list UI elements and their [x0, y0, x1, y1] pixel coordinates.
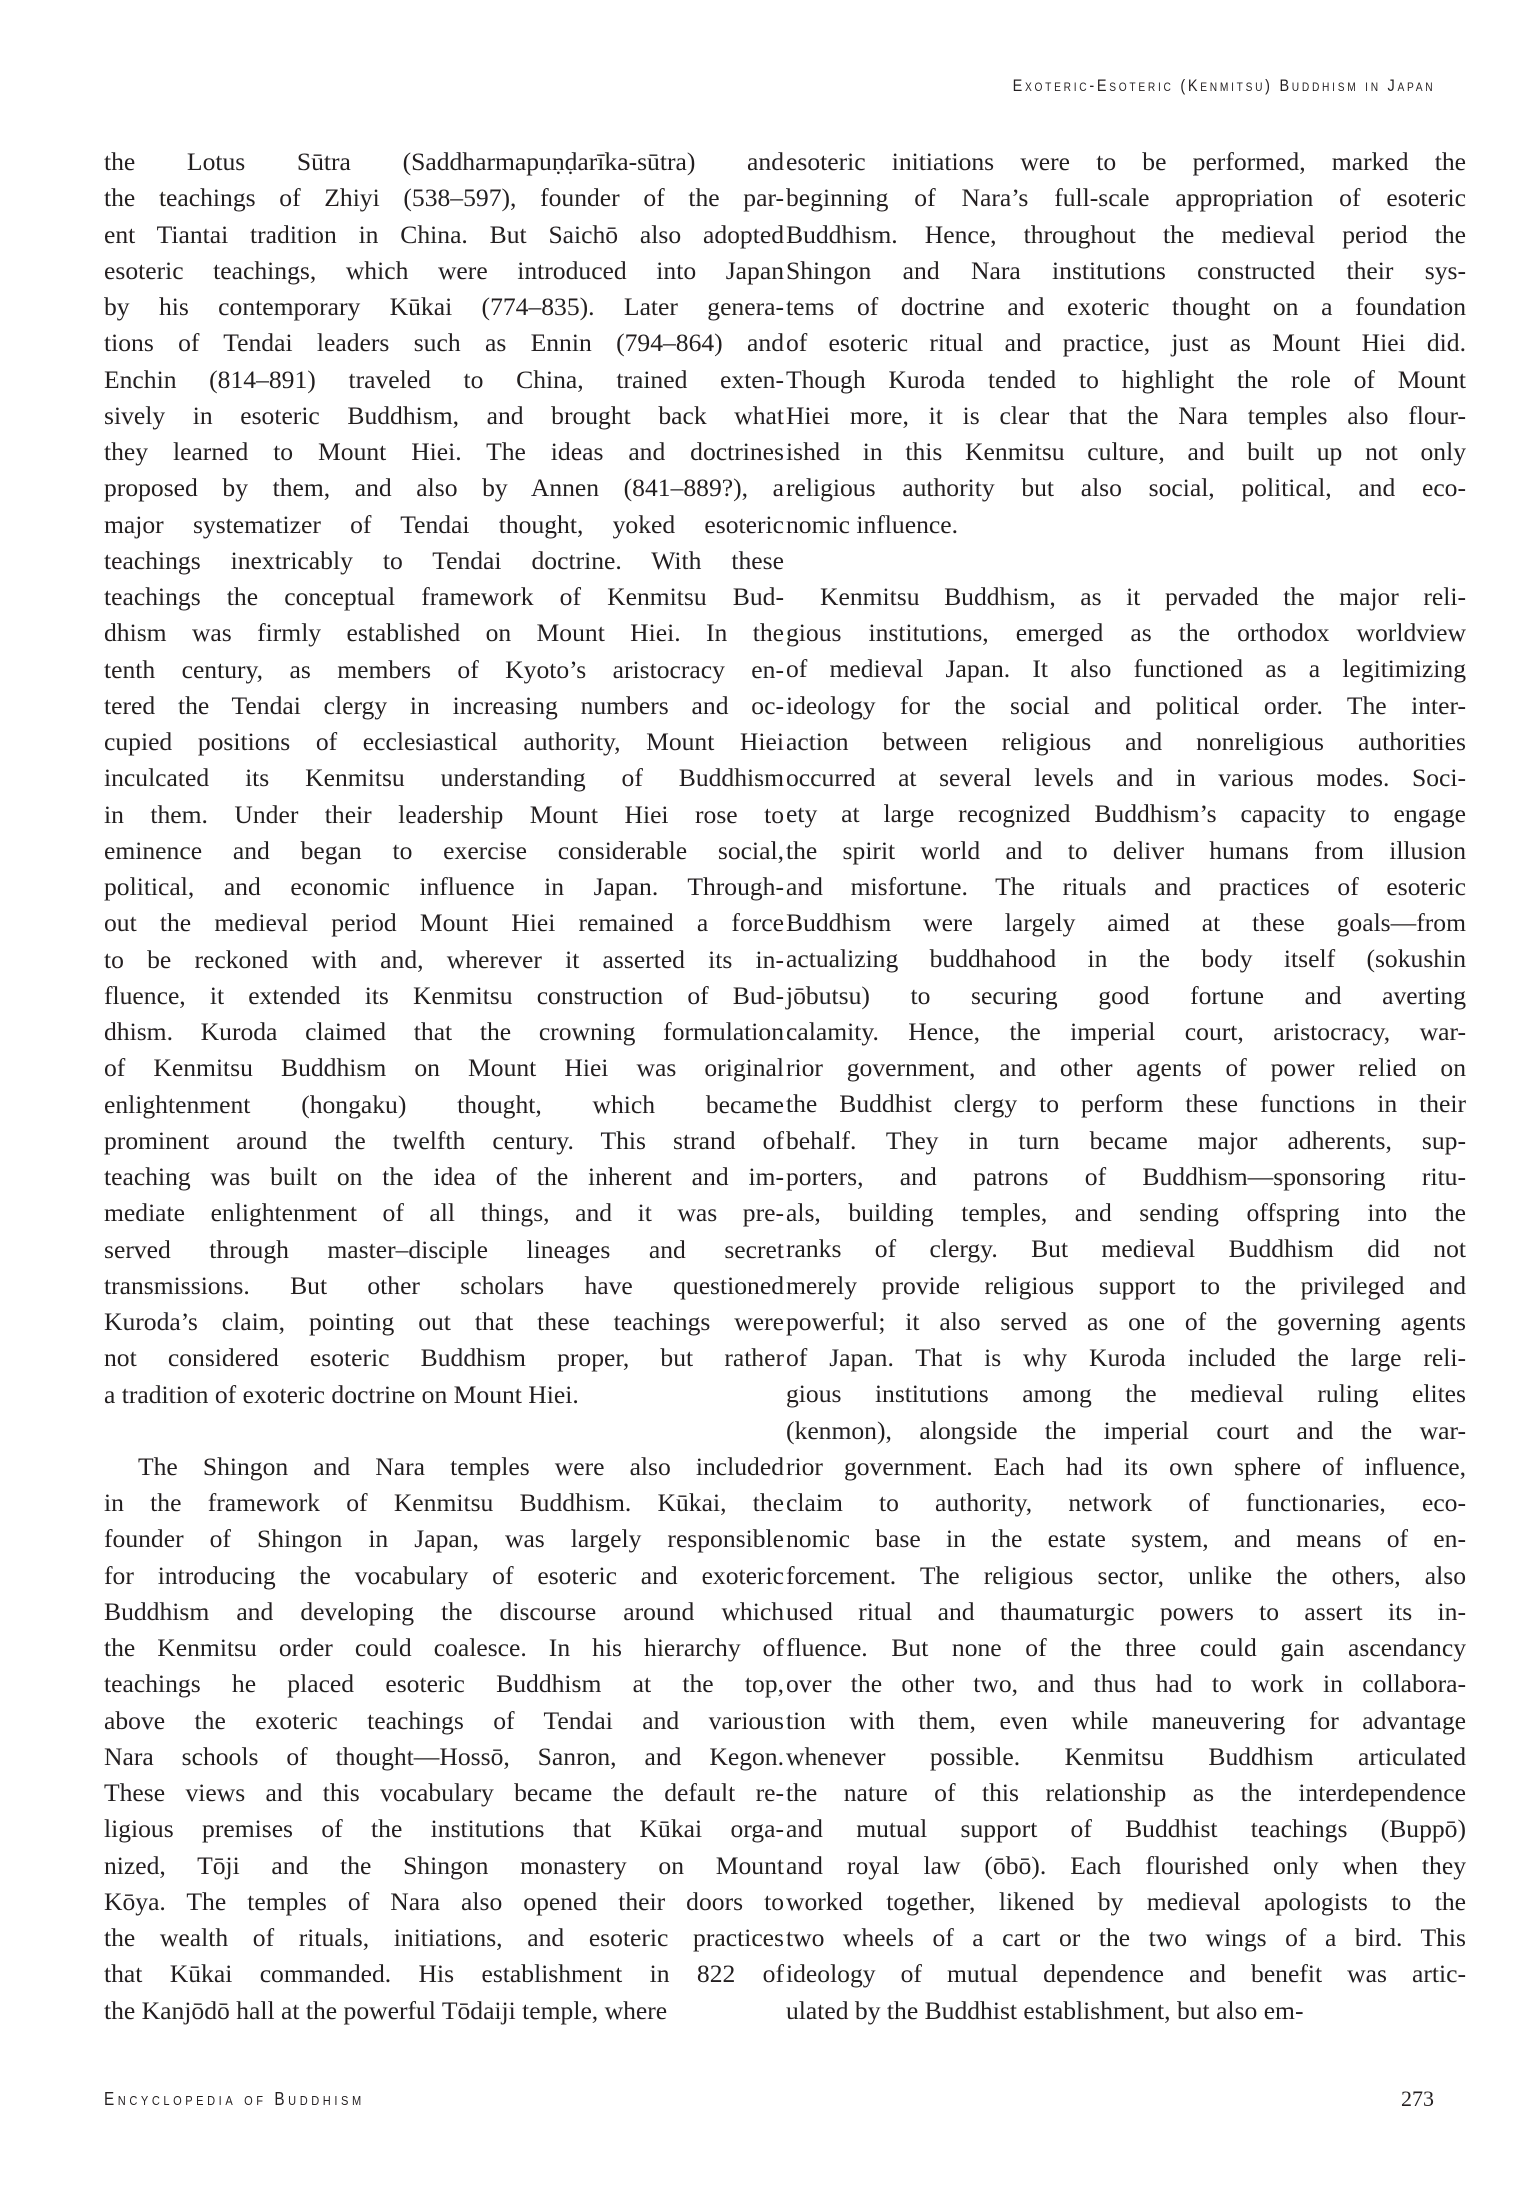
- text-line: enlightenment (hongaku) thought, which became: [104, 1089, 784, 1119]
- text-line: nomic base in the estate system, and means of en-: [786, 1524, 1466, 1554]
- text-line: Buddhism were largely aimed at these goals—from: [786, 908, 1466, 937]
- text-line: Though Kuroda tended to highlight the role of Mount: [786, 364, 1466, 394]
- text-line: calamity. Hence, the imperial court, aristocracy, war-: [786, 1016, 1466, 1046]
- text-line: of Kenmitsu Buddhism on Mount Hiei was original: [104, 1053, 784, 1083]
- text-line: esoteric teachings, which were introduced into Japan: [104, 255, 784, 285]
- text-line: tions of Tendai leaders such as Ennin (794–864) and: [104, 328, 784, 358]
- text-line: rior government. Each had its own sphere of influence,: [786, 1451, 1466, 1481]
- text-line: beginning of Nara’s full-scale appropriation of esoteric: [786, 183, 1466, 213]
- text-line: eminence and began to exercise considerable social,: [104, 835, 784, 865]
- text-line: they learned to Mount Hiei. The ideas and doctrines: [104, 437, 784, 466]
- text-line: (kenmon), alongside the imperial court and the war-: [786, 1415, 1466, 1445]
- text-line: action between religious and nonreligious authorities: [786, 726, 1466, 756]
- text-line: These views and this vocabulary became the default re-: [104, 1778, 784, 1807]
- text-line: ulated by the Buddhist establishment, but also em-: [786, 1995, 1304, 2025]
- text-line: of esoteric ritual and practice, just as Mount Hiei did.: [786, 328, 1466, 358]
- text-line: nomic influence.: [786, 509, 958, 539]
- text-line: the Kanjōdō hall at the powerful Tōdaiji temple, where: [104, 1995, 668, 2025]
- text-line: ished in this Kenmitsu culture, and built up not only: [786, 437, 1466, 466]
- text-line: actualizing buddhahood in the body itself (sokushin: [786, 944, 1466, 974]
- text-line: tems of doctrine and exoteric thought on a foundation: [786, 292, 1466, 321]
- text-line: Buddhism and developing the discourse around which: [104, 1596, 784, 1626]
- text-line: worked together, likened by medieval apologists to the: [786, 1886, 1466, 1916]
- text-line: religious authority but also social, political, and eco-: [786, 473, 1466, 503]
- text-line: for introducing the vocabulary of esoteric and exoteric: [104, 1560, 784, 1590]
- text-line: teachings inextricably to Tendai doctrine. With these: [104, 545, 784, 575]
- text-line: nized, Tōji and the Shingon monastery on Mount: [104, 1850, 784, 1880]
- text-line: transmissions. But other scholars have questioned: [104, 1270, 784, 1300]
- text-line: to be reckoned with and, wherever it asserted its in-: [104, 944, 784, 974]
- paragraph-gap: [104, 1413, 784, 1449]
- text-line: and misfortune. The rituals and practices of esoteric: [786, 871, 1466, 901]
- publication-title: Encyclopedia of Buddhism: [104, 2089, 365, 2109]
- text-line: above the exoteric teachings of Tendai and various: [104, 1705, 784, 1735]
- text-line: in the framework of Kenmitsu Buddhism. Kūkai, the: [104, 1488, 784, 1517]
- text-line: that Kūkai commanded. His establishment in 822 of: [104, 1959, 784, 1989]
- text-line: Kenmitsu Buddhism, as it pervaded the major reli-: [820, 581, 1466, 611]
- text-line: fluence. But none of the three could gain ascendancy: [786, 1633, 1466, 1662]
- text-line: Buddhism. Hence, throughout the medieval period the: [786, 219, 1466, 249]
- text-line: ent Tiantai tradition in China. But Saichō also adopted: [104, 219, 784, 249]
- text-line: merely provide religious support to the privileged and: [786, 1270, 1466, 1300]
- text-line: Hiei more, it is clear that the Nara temples also flour-: [786, 400, 1466, 430]
- text-line: the teachings of Zhiyi (538–597), founder of the par-: [104, 183, 784, 213]
- text-line: over the other two, and thus had to work in collabora-: [786, 1669, 1466, 1699]
- text-line: inculcated its Kenmitsu understanding of Buddhism: [104, 763, 784, 793]
- left-column: [104, 144, 784, 2029]
- paragraph: [786, 579, 1466, 2029]
- text-line: the Lotus Sūtra (Saddharmapuṇḍarīka-sūtra) and: [104, 147, 784, 176]
- text-line: a tradition of exoteric doctrine on Mount Hiei.: [104, 1379, 579, 1409]
- right-column: [786, 144, 1466, 2029]
- paragraph-gap: [786, 543, 1466, 579]
- text-line: political, and economic influence in Japan. Through-: [104, 872, 784, 901]
- text-line: ranks of clergy. But medieval Buddhism did not: [786, 1234, 1466, 1264]
- text-line: of medieval Japan. It also functioned as a legitimizing: [786, 654, 1466, 684]
- text-line: jōbutsu) to securing good fortune and averting: [786, 980, 1466, 1010]
- text-line: and royal law (ōbō). Each flourished only when they: [786, 1850, 1466, 1880]
- page-number: 273: [1401, 2086, 1434, 2111]
- text-line: gious institutions among the medieval ruling elites: [786, 1379, 1466, 1409]
- text-line: Kōya. The temples of Nara also opened their doors to: [104, 1886, 784, 1916]
- text-line: forcement. The religious sector, unlike the others, also: [786, 1560, 1466, 1590]
- text-line: porters, and patrons of Buddhism—sponsoring ritu-: [786, 1161, 1466, 1191]
- text-line: served through master–disciple lineages and secret: [104, 1234, 784, 1264]
- text-line: ideology of mutual dependence and benefit was artic-: [786, 1959, 1466, 1989]
- text-line: ety at large recognized Buddhism’s capacity to engage: [786, 799, 1466, 829]
- text-line: ligious premises of the institutions that Kūkai orga-: [104, 1814, 784, 1844]
- text-line: Shingon and Nara institutions constructed their sys-: [786, 255, 1466, 285]
- text-line: rior government, and other agents of power relied on: [786, 1053, 1466, 1082]
- text-line: dhism. Kuroda claimed that the crowning formulation: [104, 1017, 784, 1046]
- text-line: Kuroda’s claim, pointing out that these teachings were: [104, 1307, 784, 1336]
- paragraph: [104, 144, 784, 1413]
- text-line: The Shingon and Nara temples were also included: [138, 1451, 784, 1481]
- text-line: two wheels of a cart or the two wings of a bird. This: [786, 1923, 1466, 1952]
- text-line: not considered esoteric Buddhism proper, but rather: [104, 1343, 784, 1373]
- text-line: Nara schools of thought—Hossō, Sanron, and Kegon.: [104, 1741, 784, 1771]
- text-line: tion with them, even while maneuvering for advantage: [786, 1705, 1466, 1735]
- text-line: and mutual support of Buddhist teachings (Buppō): [786, 1814, 1466, 1844]
- paragraph: [786, 144, 1466, 543]
- text-line: founder of Shingon in Japan, was largely responsible: [104, 1524, 784, 1554]
- text-line: teachings he placed esoteric Buddhism at the top,: [104, 1669, 784, 1699]
- text-line: prominent around the twelfth century. This strand of: [104, 1125, 784, 1155]
- text-line: Enchin (814–891) traveled to China, trained exten-: [104, 364, 784, 394]
- text-line: esoteric initiations were to be performed, marked the: [786, 147, 1466, 176]
- text-line: out the medieval period Mount Hiei remained a force: [104, 908, 784, 938]
- text-line: the wealth of rituals, initiations, and esoteric practices: [104, 1923, 784, 1952]
- text-line: tered the Tendai clergy in increasing numbers and oc-: [104, 690, 784, 720]
- text-line: sively in esoteric Buddhism, and brought back what: [104, 400, 784, 430]
- text-line: the nature of this relationship as the interdependence: [786, 1778, 1466, 1807]
- text-line: occurred at several levels and in various modes. Soci-: [786, 763, 1466, 792]
- text-line: claim to authority, network of functionaries, eco-: [786, 1488, 1466, 1517]
- text-line: powerful; it also served as one of the governing agents: [786, 1306, 1466, 1336]
- text-line: ideology for the social and political order. The inter-: [786, 690, 1466, 720]
- text-line: used ritual and thaumaturgic powers to assert its in-: [786, 1596, 1466, 1626]
- text-line: the spirit world and to deliver humans from illusion: [786, 835, 1466, 865]
- text-line: behalf. They in turn became major adherents, sup-: [786, 1125, 1466, 1155]
- text-line: major systematizer of Tendai thought, yoked esoteric: [104, 509, 784, 539]
- text-line: of Japan. That is why Kuroda included the large reli-: [786, 1343, 1466, 1372]
- text-line: cupied positions of ecclesiastical authority, Mount Hiei: [104, 727, 784, 756]
- text-line: the Buddhist clergy to perform these functions in their: [786, 1089, 1466, 1119]
- text-line: proposed by them, and also by Annen (841–889?), a: [104, 473, 784, 503]
- paragraph: [104, 1449, 784, 2029]
- text-line: the Kenmitsu order could coalesce. In his hierarchy of: [104, 1633, 784, 1662]
- running-head: Exoteric-Esoteric (Kenmitsu) Buddhism in Japan: [1012, 76, 1435, 95]
- text-line: by his contemporary Kūkai (774–835). Later genera-: [104, 292, 784, 321]
- text-line: teaching was built on the idea of the inherent and im-: [104, 1162, 784, 1191]
- text-line: mediate enlightenment of all things, and it was pre-: [104, 1198, 784, 1228]
- text-line: in them. Under their leadership Mount Hiei rose to: [104, 799, 784, 829]
- text-line: fluence, it extended its Kenmitsu construction of Bud-: [104, 980, 784, 1010]
- text-line: teachings the conceptual framework of Kenmitsu Bud-: [104, 582, 784, 611]
- text-line: gious institutions, emerged as the orthodox worldview: [786, 618, 1466, 647]
- text-line: als, building temples, and sending offspring into the: [786, 1198, 1466, 1227]
- text-line: dhism was firmly established on Mount Hiei. In the: [104, 618, 784, 648]
- text-line: whenever possible. Kenmitsu Buddhism articulated: [786, 1741, 1466, 1771]
- text-line: tenth century, as members of Kyoto’s aristocracy en-: [104, 654, 784, 684]
